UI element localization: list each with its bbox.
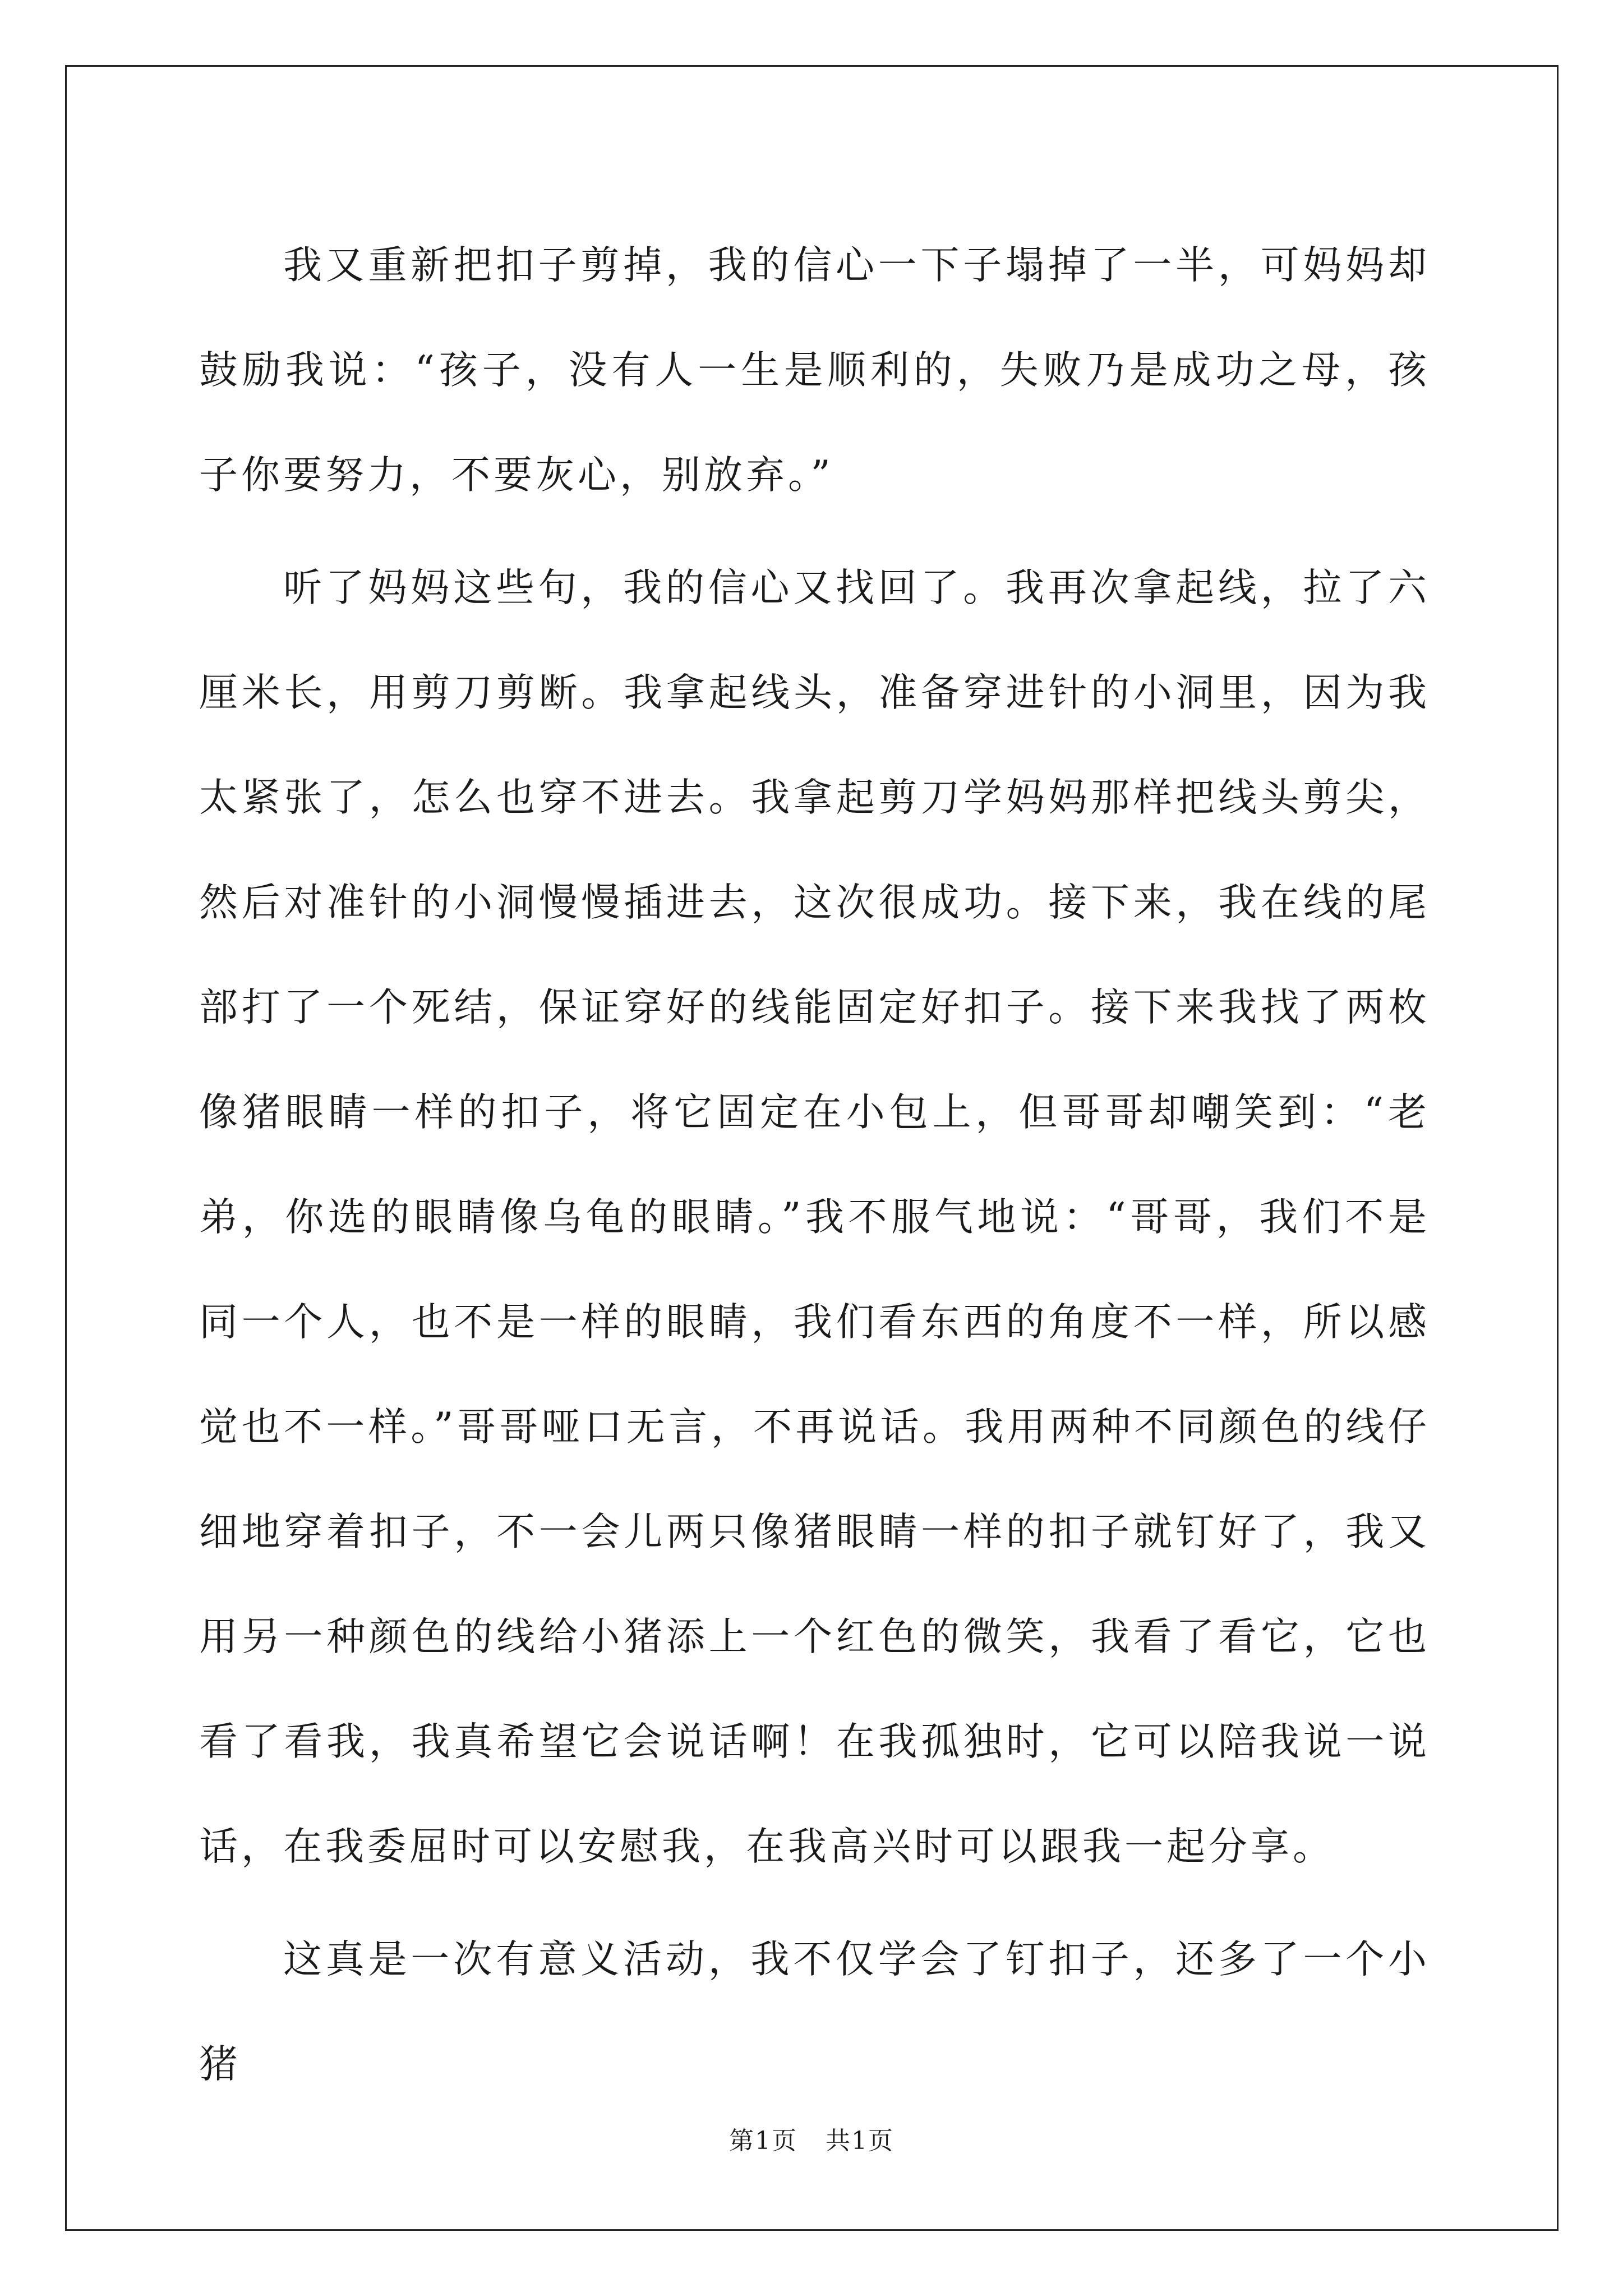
- paragraph-3: 这真是一次有意义活动，我不仅学会了钉扣子，还多了一个小猪: [199, 1937, 1430, 2087]
- paragraph-1: 我又重新把扣子剪掉，我的信心一下子塌掉了一半，可妈妈却鼓励我说：“孩子，没有人一生是顺利的，失败乃是成功之母，孩子你要努力，不要灰心，别放弃。”: [199, 243, 1430, 498]
- page-total: 共1页: [826, 2127, 894, 2155]
- document-body: [199, 213, 1430, 2125]
- paragraph-2: 听了妈妈这些句，我的信心又找回了。我再次拿起线，拉了六厘米长，用剪刀剪断。我拿起线头，准备穿进针的小洞里，因为我太紧张了，怎么也穿不进去。我拿起剪刀学妈妈那样把线头剪尖，然后对准针的小洞慢慢插进去，这次很成功。接下来，我在线的尾部打了一个死结，保证穿好的线能固定好扣子。接下来我找了两枚像猪眼睛一样的扣子，将它固定在小包上，但哥哥却嘲笑到：“老弟，你选的眼睛像乌龟的眼睛。”我不服气地说：“哥哥，我们不是同一个人，也不是一样的眼睛，我们看东西的角度不一样，所以感觉也不一样。”哥哥哑口无言，不再说话。我用两种不同颜色的线仔细地穿着扣子，不一会儿两只像猪眼睛一样的扣子就钉好了，我又用另一种颜色的线给小猪添上一个红色的微笑，我看了看它，它也看了看我，我真希望它会说话啊！在我孤独时，它可以陪我说一说话，在我委屈时可以安慰我，在我高兴时可以跟我一起分享。: [199, 565, 1430, 1869]
- page-number: 第1页: [729, 2127, 797, 2155]
- page-footer: [0, 2120, 1623, 2156]
